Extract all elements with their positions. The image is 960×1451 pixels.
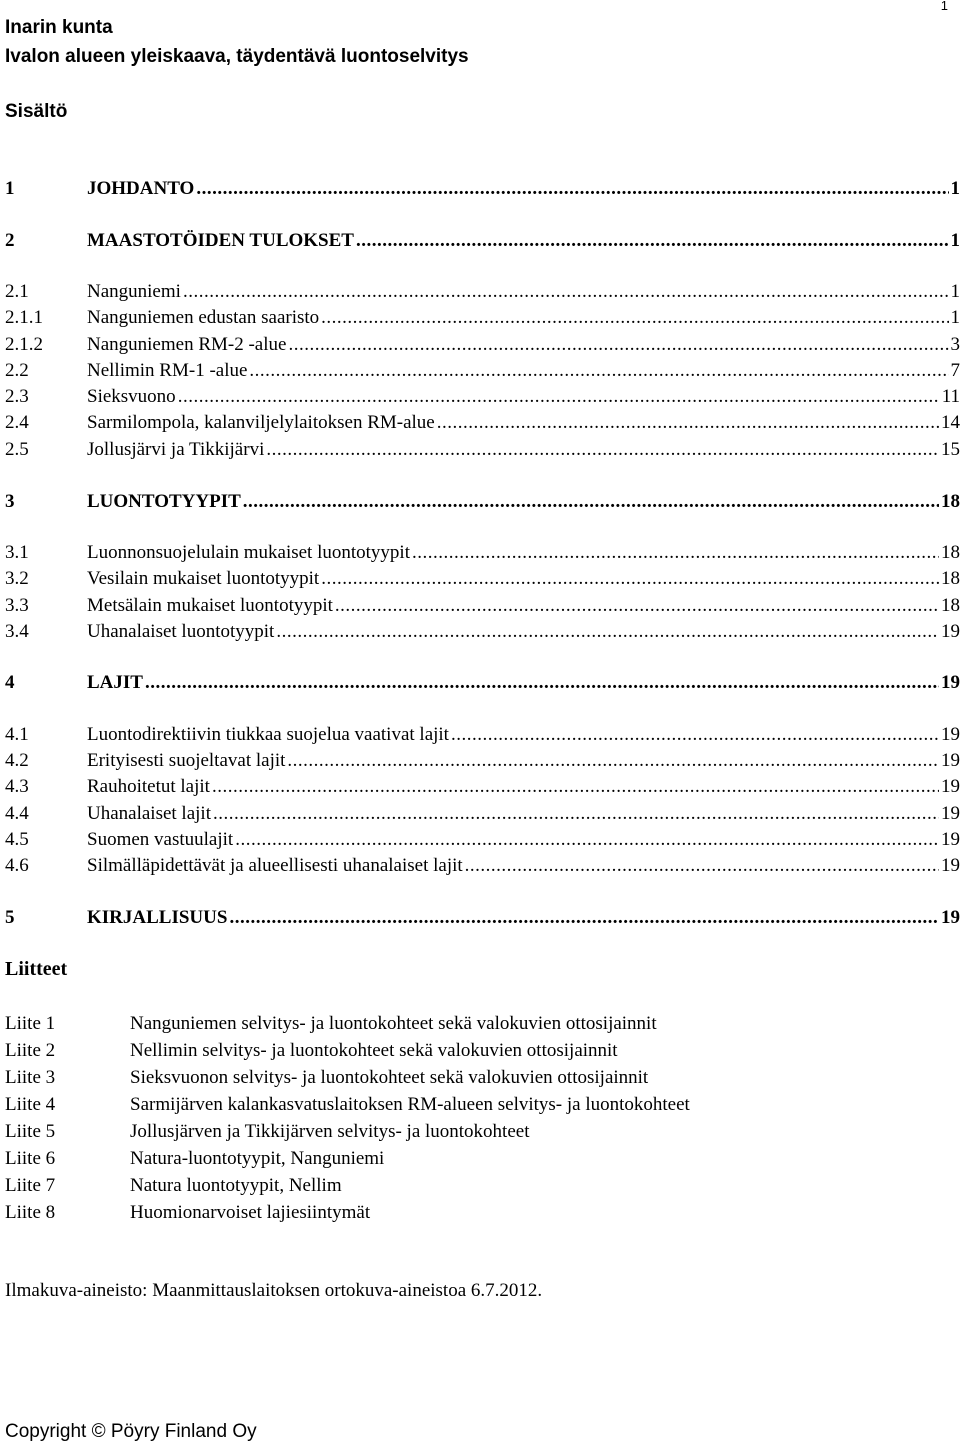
contents-heading: Sisältö bbox=[5, 101, 68, 122]
toc-entry[interactable] bbox=[5, 489, 960, 515]
toc-entry[interactable] bbox=[5, 619, 960, 645]
toc-leader-dots bbox=[213, 801, 939, 827]
toc-leader-dots bbox=[178, 384, 940, 410]
toc-page-number: 15 bbox=[941, 439, 960, 460]
toc-page-number: 19 bbox=[941, 829, 960, 850]
toc-entry[interactable] bbox=[5, 670, 960, 696]
toc-leader-dots bbox=[321, 305, 948, 331]
appendix-item bbox=[5, 1064, 648, 1091]
toc-leader-dots bbox=[412, 540, 939, 566]
toc-leader-dots bbox=[249, 358, 948, 384]
toc-title: Uhanalaiset lajit bbox=[87, 803, 211, 824]
toc-number: 4.4 bbox=[5, 803, 29, 824]
toc-title: Nanguniemen RM-2 -alue bbox=[87, 334, 287, 355]
toc-title: Jollusjärvi ja Tikkijärvi bbox=[87, 439, 265, 460]
toc-entry[interactable] bbox=[5, 566, 960, 592]
toc-page-number: 19 bbox=[941, 803, 960, 824]
toc-title: Vesilain mukaiset luontotyypit bbox=[87, 568, 320, 589]
toc-number: 2 bbox=[5, 230, 15, 251]
toc-title: Uhanalaiset luontotyypit bbox=[87, 621, 275, 642]
toc-leader-dots bbox=[183, 279, 949, 305]
toc-number: 4.6 bbox=[5, 855, 29, 876]
appendix-label: Liite 5 bbox=[5, 1121, 56, 1142]
toc-leader-dots bbox=[196, 176, 948, 202]
toc-page-number: 18 bbox=[941, 568, 960, 589]
toc-number: 4.3 bbox=[5, 776, 29, 797]
aerial-imagery-note: Ilmakuva-aineisto: Maanmittauslaitoksen ortokuva-aineistoa 6.7.2012. bbox=[5, 1280, 543, 1301]
toc-entry[interactable] bbox=[5, 384, 960, 410]
toc-page-number: 7 bbox=[950, 360, 960, 381]
toc-entry[interactable] bbox=[5, 228, 960, 254]
appendix-label: Liite 2 bbox=[5, 1040, 56, 1061]
toc-number: 2.3 bbox=[5, 386, 29, 407]
toc-entry[interactable] bbox=[5, 305, 960, 331]
toc-page-number: 19 bbox=[941, 907, 960, 928]
toc-title: Rauhoitetut lajit bbox=[87, 776, 210, 797]
toc-title: Luontodirektiivin tiukkaa suojelua vaativat lajit bbox=[87, 724, 449, 745]
appendix-label: Liite 3 bbox=[5, 1067, 56, 1088]
page-number: 1 bbox=[940, 0, 948, 13]
appendix-item bbox=[5, 1199, 370, 1226]
toc-page-number: 1 bbox=[950, 281, 960, 302]
appendices-heading: Liitteet bbox=[5, 958, 68, 980]
toc-leader-dots bbox=[276, 619, 939, 645]
appendix-item bbox=[5, 1145, 384, 1172]
toc-entry[interactable] bbox=[5, 774, 960, 800]
toc-entry[interactable] bbox=[5, 748, 960, 774]
toc-number: 1 bbox=[5, 178, 15, 199]
toc-title: Erityisesti suojeltavat lajit bbox=[87, 750, 286, 771]
toc-title: LUONTOTYYPIT bbox=[87, 491, 241, 512]
toc-entry[interactable] bbox=[5, 853, 960, 879]
toc-page-number: 19 bbox=[941, 776, 960, 797]
toc-number: 4 bbox=[5, 672, 15, 693]
toc-number: 2.1 bbox=[5, 281, 29, 302]
toc-page-number: 1 bbox=[950, 230, 960, 251]
appendix-description: Nellimin selvitys- ja luontokohteet sekä valokuvien ottosijainnit bbox=[130, 1040, 618, 1061]
toc-leader-dots bbox=[145, 670, 939, 696]
toc-number: 2.1.2 bbox=[5, 334, 43, 355]
toc-page-number: 18 bbox=[941, 595, 960, 616]
toc-entry[interactable] bbox=[5, 437, 960, 463]
toc-number: 2.5 bbox=[5, 439, 29, 460]
toc-page-number: 1 bbox=[950, 307, 960, 328]
toc-title: Metsälain mukaiset luontotyypit bbox=[87, 595, 333, 616]
appendix-label: Liite 1 bbox=[5, 1013, 56, 1034]
appendix-item bbox=[5, 1037, 618, 1064]
toc-leader-dots bbox=[287, 748, 939, 774]
toc-leader-dots bbox=[356, 228, 949, 254]
toc-entry[interactable] bbox=[5, 279, 960, 305]
toc-title: Sieksvuono bbox=[87, 386, 176, 407]
toc-leader-dots bbox=[465, 853, 939, 879]
toc-entry[interactable] bbox=[5, 801, 960, 827]
toc-number: 3.2 bbox=[5, 568, 29, 589]
toc-page-number: 1 bbox=[950, 178, 960, 199]
toc-leader-dots bbox=[451, 722, 939, 748]
toc-page-number: 18 bbox=[941, 542, 960, 563]
toc-title: Sarmilompola, kalanviljelylaitoksen RM-alue bbox=[87, 412, 435, 433]
appendix-description: Huomionarvoiset lajiesiintymät bbox=[130, 1202, 371, 1223]
appendix-description: Sieksvuonon selvitys- ja luontokohteet sekä valokuvien ottosijainnit bbox=[130, 1067, 649, 1088]
appendix-label: Liite 8 bbox=[5, 1202, 56, 1223]
toc-entry[interactable] bbox=[5, 593, 960, 619]
appendix-description: Nanguniemen selvitys- ja luontokohteet sekä valokuvien ottosijainnit bbox=[130, 1013, 657, 1034]
toc-leader-dots bbox=[212, 774, 939, 800]
toc-leader-dots bbox=[437, 410, 939, 436]
toc-number: 3.3 bbox=[5, 595, 29, 616]
toc-title: Nanguniemen edustan saaristo bbox=[87, 307, 320, 328]
toc-title: KIRJALLISUUS bbox=[87, 907, 228, 928]
toc-entry[interactable] bbox=[5, 358, 960, 384]
toc-number: 2.2 bbox=[5, 360, 29, 381]
toc-page-number: 19 bbox=[941, 750, 960, 771]
toc-title: LAJIT bbox=[87, 672, 143, 693]
toc-page-number: 19 bbox=[941, 855, 960, 876]
toc-page-number: 18 bbox=[941, 491, 960, 512]
toc-entry[interactable] bbox=[5, 827, 960, 853]
toc-page-number: 3 bbox=[950, 334, 960, 355]
appendix-item bbox=[5, 1118, 529, 1145]
appendix-item bbox=[5, 1091, 690, 1118]
toc-entry[interactable] bbox=[5, 540, 960, 566]
toc-leader-dots bbox=[335, 593, 939, 619]
toc-title: Silmälläpidettävät ja alueellisesti uhanalaiset lajit bbox=[87, 855, 463, 876]
toc-entry[interactable] bbox=[5, 410, 960, 436]
toc-title: Nellimin RM-1 -alue bbox=[87, 360, 248, 381]
toc-entry[interactable] bbox=[5, 176, 960, 202]
toc-number: 4.1 bbox=[5, 724, 29, 745]
appendix-description: Jollusjärven ja Tikkijärven selvitys- ja luontokohteet bbox=[130, 1121, 530, 1142]
toc-number: 3.1 bbox=[5, 542, 29, 563]
toc-leader-dots bbox=[243, 489, 939, 515]
toc-page-number: 14 bbox=[941, 412, 960, 433]
toc-title: MAASTOTÖIDEN TULOKSET bbox=[87, 230, 354, 251]
toc-number: 3.4 bbox=[5, 621, 29, 642]
toc-page-number: 19 bbox=[941, 672, 960, 693]
document-org: Inarin kunta bbox=[5, 17, 113, 38]
appendix-item bbox=[5, 1172, 342, 1199]
toc-number: 3 bbox=[5, 491, 15, 512]
toc-entry[interactable] bbox=[5, 722, 960, 748]
toc-number: 4.5 bbox=[5, 829, 29, 850]
appendix-description: Natura luontotyypit, Nellim bbox=[130, 1175, 342, 1196]
toc-number: 2.4 bbox=[5, 412, 29, 433]
toc-title: Nanguniemi bbox=[87, 281, 181, 302]
appendix-item bbox=[5, 1010, 657, 1037]
toc-entry[interactable] bbox=[5, 905, 960, 931]
toc-leader-dots bbox=[229, 905, 939, 931]
toc-leader-dots bbox=[235, 827, 939, 853]
toc-number: 4.2 bbox=[5, 750, 29, 771]
appendix-label: Liite 7 bbox=[5, 1175, 56, 1196]
toc-number: 2.1.1 bbox=[5, 307, 43, 328]
appendix-label: Liite 6 bbox=[5, 1148, 56, 1169]
toc-leader-dots bbox=[266, 437, 939, 463]
toc-entry[interactable] bbox=[5, 332, 960, 358]
appendix-label: Liite 4 bbox=[5, 1094, 56, 1115]
appendix-description: Natura-luontotyypit, Nanguniemi bbox=[130, 1148, 385, 1169]
toc-leader-dots bbox=[288, 332, 948, 358]
toc-page-number: 11 bbox=[941, 386, 960, 407]
document-title: Ivalon alueen yleiskaava, täydentävä luontoselvitys bbox=[5, 46, 469, 67]
copyright-footer: Copyright © Pöyry Finland Oy bbox=[5, 1421, 257, 1442]
toc-page-number: 19 bbox=[941, 724, 960, 745]
toc-title: Luonnonsuojelulain mukaiset luontotyypit bbox=[87, 542, 410, 563]
toc-number: 5 bbox=[5, 907, 15, 928]
appendix-description: Sarmijärven kalankasvatuslaitoksen RM-alueen selvitys- ja luontokohteet bbox=[130, 1094, 690, 1115]
toc-leader-dots bbox=[321, 566, 939, 592]
toc-title: Suomen vastuulajit bbox=[87, 829, 234, 850]
toc-title: JOHDANTO bbox=[87, 178, 195, 199]
toc-page-number: 19 bbox=[941, 621, 960, 642]
